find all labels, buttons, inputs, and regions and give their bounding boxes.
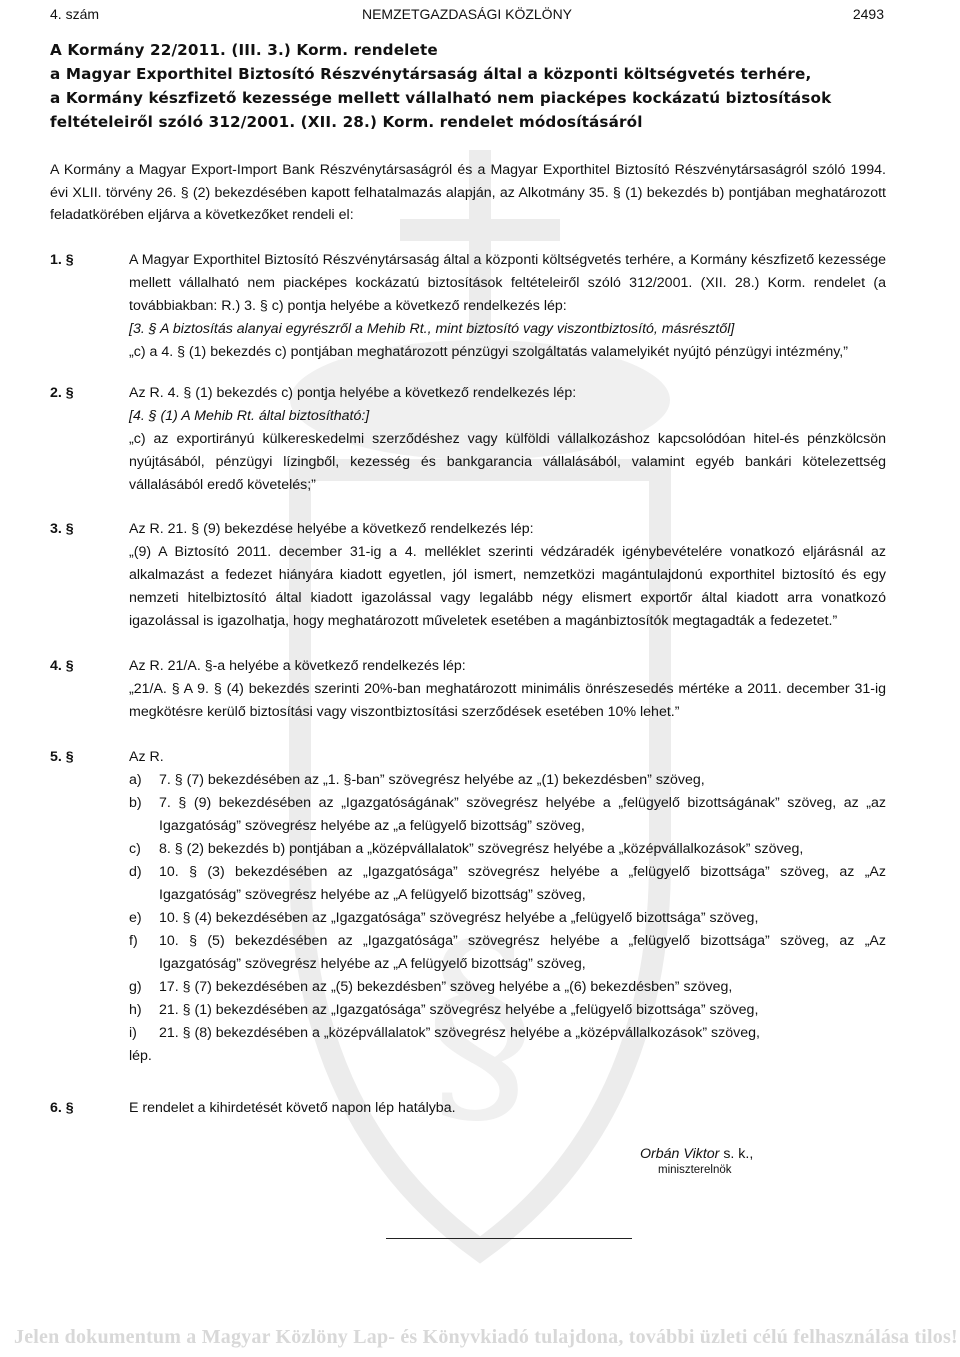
item-label: g) bbox=[129, 979, 142, 995]
amendment-item bbox=[129, 999, 886, 1022]
decree-title bbox=[50, 38, 910, 134]
section-number: 1. § bbox=[50, 252, 74, 268]
item-text: 10. § (5) bekezdésében az „Igazgatósága” szövegrész helyébe a „felügyelő bizottsága” szöveg, az „Az Igazgatóság” szövegrész helyébe az „A felügyelő bizottság” szöveg, bbox=[159, 933, 886, 972]
running-header bbox=[50, 6, 884, 26]
amendment-item bbox=[129, 907, 886, 930]
amended-point: „21/A. § A 9. § (4) bekezdés szerinti 20%-ban meghatározott minimális önrészesedés mértéke a 2011. december 31-ig megkötésre kerülő biztosítási vagy viszontbiztosítási szerződések esetében 10% lehet.” bbox=[129, 681, 886, 720]
title-line: a Magyar Exporthitel Biztosító Részvénytársaság által a központi költségvetés terhére, bbox=[50, 65, 812, 83]
signature-block bbox=[640, 1146, 753, 1176]
section-text: Az R. bbox=[129, 749, 164, 765]
item-label: i) bbox=[129, 1025, 137, 1041]
item-text: 7. § (9) bekezdésében az „Igazgatóságának” szövegrész helyébe a „felügyelő bizottságának” szöveg, az „az Igazgatóság” szövegrész helyébe az „a felügyelő bizottság” szöveg, bbox=[159, 795, 886, 834]
item-text: 10. § (3) bekezdésében az „Igazgatósága” szövegrész helyébe a „felügyelő bizottsága” szöveg, az „Az Igazgatóság” szövegrész helyébe az „A felügyelő bizottság” szöveg, bbox=[159, 864, 886, 903]
item-text: 10. § (4) bekezdésében az „Igazgatósága” szövegrész helyébe a „felügyelő bizottsága” szöveg, bbox=[159, 910, 759, 926]
title-line: A Kormány 22/2011. (III. 3.) Korm. rendelete bbox=[50, 41, 438, 59]
item-label: d) bbox=[129, 864, 142, 880]
section-number: 3. § bbox=[50, 521, 74, 537]
page-number: 2493 bbox=[852, 6, 884, 22]
item-label: e) bbox=[129, 910, 142, 926]
preamble: A Kormány a Magyar Export-Import Bank Részvénytársaságról és a Magyar Exporthitel Biztosító Részvénytársaságról szóló 1994. évi XLII. törvény 26. § (2) bekezdésében kapott felhatalmazás alapján, az Alkotmány 35. § (1) bekezdés b) pontjában meghatározott feladatkörében eljárva a következőket rendeli el: bbox=[50, 162, 886, 223]
signatory-title: miniszterelnök bbox=[658, 1164, 732, 1176]
item-text: 17. § (7) bekezdésében az „(5) bekezdésben” szöveg helyébe a „(6) bekezdésben” szöveg, bbox=[159, 979, 733, 995]
amendment-item bbox=[129, 1022, 886, 1045]
item-label: b) bbox=[129, 795, 142, 811]
signatory-suffix: s. k., bbox=[719, 1146, 754, 1162]
section-text: Az R. 21. § (9) bekezdése helyébe a következő rendelkezés lép: bbox=[129, 521, 534, 537]
quoted-context: [3. § A biztosítás alanyai egyrészről a Mehib Rt., mint biztosító vagy viszontbiztosító, másrésztől] bbox=[129, 321, 735, 337]
item-text: 8. § (2) bekezdés b) pontjában a „középvállalatok” szövegrész helyébe a „középvállalkozások” szöveg, bbox=[159, 841, 804, 857]
amendment-item bbox=[129, 792, 886, 838]
item-label: c) bbox=[129, 841, 141, 857]
amendment-item bbox=[129, 930, 886, 976]
closing-rule bbox=[386, 1238, 632, 1239]
item-label: h) bbox=[129, 1002, 142, 1018]
amended-point: „c) az exportirányú külkereskedelmi szerződéshez vagy külföldi vállalkozáshoz kapcsolódóan hitel-és pénzkölcsön nyújtásából, pénzügyi lízingből, kezesség és bankgarancia vállalásából, valamint egyéb bankári kötelezettség vállalásából eredő követelés;” bbox=[129, 431, 886, 493]
section-number: 5. § bbox=[50, 749, 74, 765]
amended-point: „c) a 4. § (1) bekezdés c) pontjában meghatározott pénzügyi szolgáltatás valamelyikét nyújtó pénzügyi intézmény,” bbox=[129, 344, 848, 360]
section-text: Az R. 21/A. §-a helyébe a következő rendelkezés lép: bbox=[129, 658, 466, 674]
item-label: f) bbox=[129, 933, 138, 949]
amendment-item bbox=[129, 976, 886, 999]
section-1 bbox=[50, 249, 886, 364]
copyright-footer: Jelen dokumentum a Magyar Közlöny Lap- és Könyvkiadó tulajdona, további üzleti célú felhasználása tilos! bbox=[14, 1326, 958, 1348]
title-line: a Kormány készfizető kezessége mellett vállalható nem piacképes kockázatú biztosítások bbox=[50, 89, 832, 107]
section-3 bbox=[50, 518, 886, 633]
section-5 bbox=[50, 746, 886, 1068]
section-text: Az R. 4. § (1) bekezdés c) pontja helyébe a következő rendelkezés lép: bbox=[129, 385, 577, 401]
section-number: 6. § bbox=[50, 1100, 74, 1116]
item-text: 21. § (1) bekezdésében az „Igazgatósága” szövegrész helyébe a „felügyelő bizottsága” szöveg, bbox=[159, 1002, 759, 1018]
amendment-item bbox=[129, 861, 886, 907]
amendment-item bbox=[129, 769, 886, 792]
journal-name: NEMZETGAZDASÁGI KÖZLÖNY bbox=[361, 6, 573, 22]
section-2 bbox=[50, 382, 886, 497]
section-text: A Magyar Exporthitel Biztosító Részvénytársaság által a központi költségvetés terhére, a Kormány készfizető kezessége mellett vállalható nem piacképes kockázatú biztosítások feltételeiről szóló 312/2001. (XII. 28.) Korm. rendelet (a továbbiakban: R.) 3. § c) pontja helyébe a következő rendelkezés lép: bbox=[129, 252, 886, 314]
signatory-name: Orbán Viktor bbox=[640, 1146, 720, 1162]
title-line: feltételeiről szóló 312/2001. (XII. 28.) Korm. rendelet módosításáról bbox=[50, 113, 643, 131]
svg-text:§: § bbox=[425, 896, 535, 1152]
section-text: E rendelet a kihirdetését követő napon lép hatályba. bbox=[129, 1100, 456, 1116]
section-number: 4. § bbox=[50, 658, 74, 674]
item-text: 21. § (8) bekezdésében a „középvállalatok” szövegrész helyébe a „középvállalkozások” szöveg, bbox=[159, 1025, 760, 1041]
item-text: 7. § (7) bekezdésében az „1. §-ban” szövegrész helyébe az „(1) bekezdésben” szöveg, bbox=[159, 772, 705, 788]
amended-point: „(9) A Biztosító 2011. december 31-ig a 4. melléklet szerinti védzáradék igénybevételére vonatkozó eljárásnál az alkalmazást a fedezet hiányára kiadott egyetlen, jól ismert, nemzetközi magántulajdonú exporthitel biztosító és egy nemzeti hitelbiztosító által kiadott igazolással vagy legalább négy elismert exportőr által kiadott arra vonatkozó igazolással is igazolhatja, hogy meghatározott műveletek esetében a magánbiztosítók megtagadták a fedezetet.” bbox=[129, 544, 886, 629]
section-4 bbox=[50, 655, 886, 724]
section-6 bbox=[50, 1097, 886, 1120]
amendment-item bbox=[129, 838, 886, 861]
item-label: a) bbox=[129, 772, 142, 788]
quoted-context: [4. § (1) A Mehib Rt. által biztosítható:] bbox=[129, 408, 370, 424]
issue-number: 4. szám bbox=[50, 6, 100, 22]
section-outro: lép. bbox=[129, 1048, 152, 1064]
section-number: 2. § bbox=[50, 385, 74, 401]
